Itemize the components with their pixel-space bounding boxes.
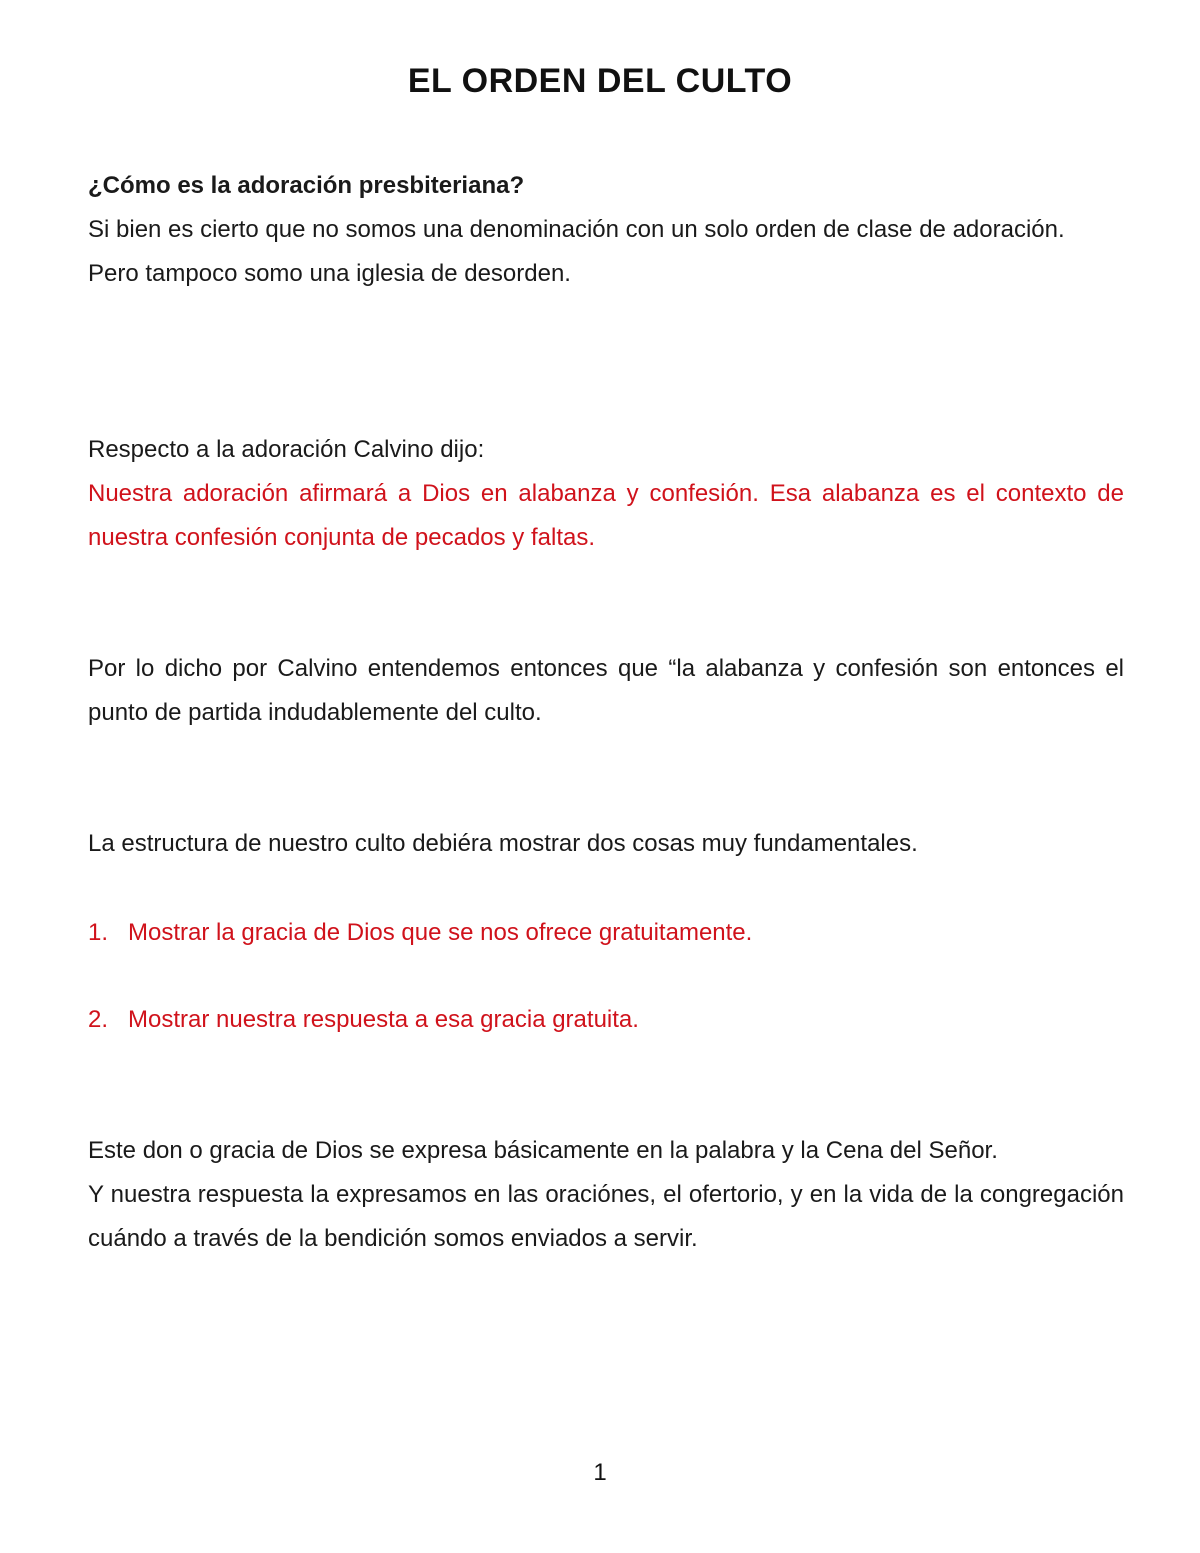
paragraph-desorden: Pero tampoco somo una iglesia de desorden.: [88, 260, 571, 287]
paragraph-punto-de-partida: Por lo dicho por Calvino entendemos entonces que “la alabanza y confesión son entonces el punto de partida indudablemente del culto.: [88, 655, 1124, 726]
section-estructura: [88, 822, 1124, 866]
paragraph-estructura-intro: La estructura de nuestro culto debiéra mostrar dos cosas muy fundamentales.: [88, 830, 918, 857]
section-calvino: [88, 428, 1124, 560]
list-number: 1.: [88, 919, 109, 946]
document-title: EL ORDEN DEL CULTO: [407, 62, 793, 100]
section-heading: ¿Cómo es la adoración presbiteriana?: [88, 172, 525, 199]
list-text: Mostrar nuestra respuesta a esa gracia gratuita.: [128, 1006, 639, 1033]
page-number: 1: [593, 1459, 607, 1486]
list-item-2: [88, 998, 1124, 1042]
calvino-quote: Nuestra adoración afirmará a Dios en alabanza y confesión. Esa alabanza es el contexto de nuestra confesión conjunta de pecados y faltas.: [88, 480, 1124, 551]
section-conclusion-calvino: [88, 647, 1124, 735]
paragraph-don-gracia: Este don o gracia de Dios se expresa básicamente en la palabra y la Cena del Señor.: [88, 1137, 998, 1164]
section-adoracion-presbiteriana: [88, 164, 1124, 296]
paragraph-calvino-intro: Respecto a la adoración Calvino dijo:: [88, 436, 485, 463]
paragraph-respuesta: Y nuestra respuesta la expresamos en las oraciónes, el ofertorio, y en la vida de la congregación cuándo a través de la bendición somos enviados a servir.: [88, 1181, 1124, 1252]
paragraph-denominacion: Si bien es cierto que no somos una denominación con un solo orden de clase de adoración.: [88, 216, 1065, 243]
section-don-gracia: [88, 1129, 1124, 1261]
list-item-1: [88, 911, 1124, 955]
list-text: Mostrar la gracia de Dios que se nos ofrece gratuitamente.: [128, 919, 753, 946]
list-number: 2.: [88, 1006, 109, 1033]
